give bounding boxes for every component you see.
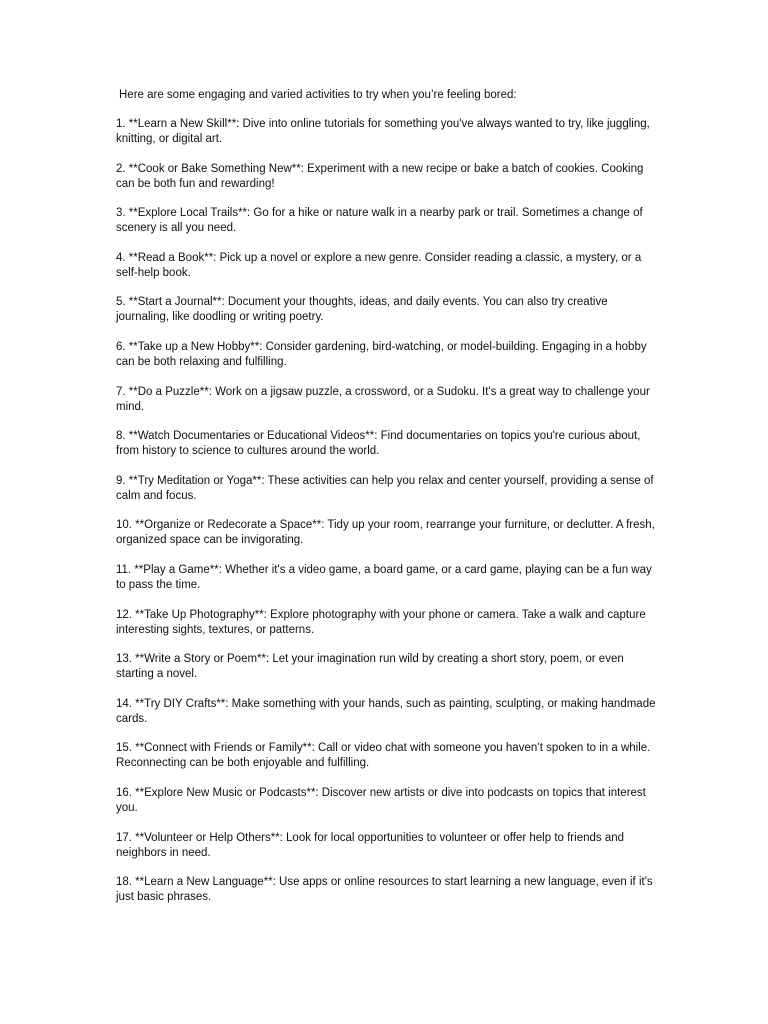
list-item: 6. **Take up a New Hobby**: Consider gardening, bird-watching, or model-building. Engaging in a hobby can be both relaxing and fulfilling. xyxy=(116,340,647,368)
list-item: 17. **Volunteer or Help Others**: Look for local opportunities to volunteer or offer help to friends and neighbors in need. xyxy=(116,831,625,859)
list-item: 8. **Watch Documentaries or Educational Videos**: Find documentaries on topics you're curious about, from history to science to cultures around the world. xyxy=(116,430,641,458)
list-item: 11. **Play a Game**: Whether it's a video game, a board game, or a card game, playing can be a fun way to pass the time. xyxy=(116,563,652,591)
list-item: 15. **Connect with Friends or Family**: Call or video chat with someone you haven’t spoken to in a while. Reconnecting can be both enjoyable and fulfilling. xyxy=(116,742,651,770)
list-item: 16. **Explore New Music or Podcasts**: Discover new artists or dive into podcasts on topics that interest you. xyxy=(116,786,646,814)
list-item: 12. **Take Up Photography**: Explore photography with your phone or camera. Take a walk and capture interesting sights, textures, or patterns. xyxy=(116,608,646,636)
list-item: 18. **Learn a New Language**: Use apps or online resources to start learning a new language, even if it's just basic phrases. xyxy=(116,876,653,904)
list-item: 7. **Do a Puzzle**: Work on a jigsaw puzzle, a crossword, or a Sudoku. It's a great way to challenge your mind. xyxy=(116,385,650,413)
list-item: 5. **Start a Journal**: Document your thoughts, ideas, and daily events. You can also try creative journaling, like doodling or writing poetry. xyxy=(116,296,608,324)
list-item: 1. **Learn a New Skill**: Dive into online tutorials for something you've always wanted to try, like juggling, knitting, or digital art. xyxy=(116,118,650,145)
list-item: 4. **Read a Book**: Pick up a novel or explore a new genre. Consider reading a classic, a mystery, or a self-help book. xyxy=(116,251,642,279)
intro-paragraph: Here are some engaging and varied activities to try when you’re feeling bored: xyxy=(119,89,517,101)
list-item: 13. **Write a Story or Poem**: Let your imagination run wild by creating a short story, poem, or even starting a novel. xyxy=(116,653,624,681)
list-item: 9. **Try Meditation or Yoga**: These activities can help you relax and center yourself, providing a sense of calm and focus. xyxy=(116,474,654,502)
list-item: 14. **Try DIY Crafts**: Make something with your hands, such as painting, sculpting, or making handmade cards. xyxy=(116,697,656,725)
list-item: 2. **Cook or Bake Something New**: Experiment with a new recipe or bake a batch of cookies. Cooking can be both fun and rewarding! xyxy=(116,162,644,190)
list-item: 3. **Explore Local Trails**: Go for a hike or nature walk in a nearby park or trail. Sometimes a change of scenery is all you need. xyxy=(116,207,643,235)
document-page xyxy=(116,88,656,920)
list-item: 10. **Organize or Redecorate a Space**: Tidy up your room, rearrange your furniture, or declutter. A fresh, organized space can be invigorating. xyxy=(116,519,655,547)
